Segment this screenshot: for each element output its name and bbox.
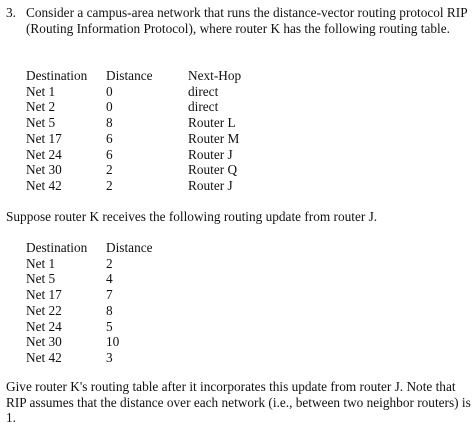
- table-row: [26, 162, 278, 178]
- destination-cell: Net 5: [26, 115, 56, 131]
- table-header-row: [26, 68, 278, 84]
- destination-cell: Net 17: [26, 130, 62, 146]
- distance-cell: 6: [106, 146, 113, 162]
- destination-cell: Net 30: [26, 162, 62, 178]
- table-row: [26, 84, 278, 100]
- table-row: [26, 287, 176, 303]
- table-row: [26, 99, 278, 115]
- distance-cell: 10: [106, 334, 120, 350]
- table-header-row: [26, 240, 176, 256]
- table-row: [26, 178, 278, 194]
- next-hop-cell: direct: [188, 83, 219, 99]
- next-hop-cell: Router Q: [188, 162, 238, 178]
- destination-cell: Net 24: [26, 146, 62, 162]
- distance-cell: 8: [106, 302, 113, 318]
- destination-cell: Net 42: [26, 177, 62, 193]
- next-hop-cell: Router J: [188, 177, 233, 193]
- closing-question-text: Give router K's routing table after it incorporates this update from router J. Note that RIP assumes that the distance over each network (i.e., between two neighbor routers) is 1.: [6, 379, 471, 426]
- next-hop-cell: Router M: [188, 130, 240, 146]
- distance-cell: 3: [106, 349, 113, 365]
- next-hop-cell: direct: [188, 99, 219, 115]
- header-distance: Distance: [106, 240, 153, 255]
- destination-cell: Net 1: [26, 255, 56, 271]
- distance-cell: 2: [106, 162, 113, 178]
- update-intro-text: Suppose router K receives the following routing update from router J.: [6, 209, 378, 224]
- destination-cell: Net 2: [26, 99, 56, 115]
- table-row: [26, 334, 176, 350]
- distance-cell: 8: [106, 115, 113, 131]
- distance-cell: 2: [106, 177, 113, 193]
- routing-table-k: [26, 68, 278, 194]
- table-row: [26, 147, 278, 163]
- question-number: 3.: [6, 5, 16, 20]
- destination-cell: Net 30: [26, 334, 62, 350]
- destination-cell: Net 1: [26, 83, 56, 99]
- header-distance: Distance: [106, 68, 153, 83]
- destination-cell: Net 17: [26, 287, 62, 303]
- table-row: [26, 319, 176, 335]
- distance-cell: 4: [106, 271, 113, 287]
- distance-cell: 0: [106, 83, 113, 99]
- destination-cell: Net 42: [26, 349, 62, 365]
- table-row: [26, 303, 176, 319]
- distance-cell: 2: [106, 255, 113, 271]
- header-next-hop: Next-Hop: [188, 68, 242, 83]
- table-row: [26, 271, 176, 287]
- table-row: [26, 256, 176, 272]
- distance-cell: 5: [106, 318, 113, 334]
- table-row: [26, 350, 176, 366]
- next-hop-cell: Router L: [188, 115, 236, 131]
- table-row: [26, 131, 278, 147]
- question-text: Consider a campus-area network that runs the distance-vector routing protocol RIP (Routing Information Protocol), where router K has the following routing table.: [26, 5, 468, 36]
- distance-cell: 6: [106, 130, 113, 146]
- header-destination: Destination: [26, 68, 88, 83]
- destination-cell: Net 22: [26, 302, 62, 318]
- routing-update-table-j: [26, 240, 176, 366]
- distance-cell: 7: [106, 287, 113, 303]
- destination-cell: Net 24: [26, 318, 62, 334]
- distance-cell: 0: [106, 99, 113, 115]
- header-destination: Destination: [26, 240, 88, 255]
- next-hop-cell: Router J: [188, 146, 233, 162]
- destination-cell: Net 5: [26, 271, 56, 287]
- table-row: [26, 115, 278, 131]
